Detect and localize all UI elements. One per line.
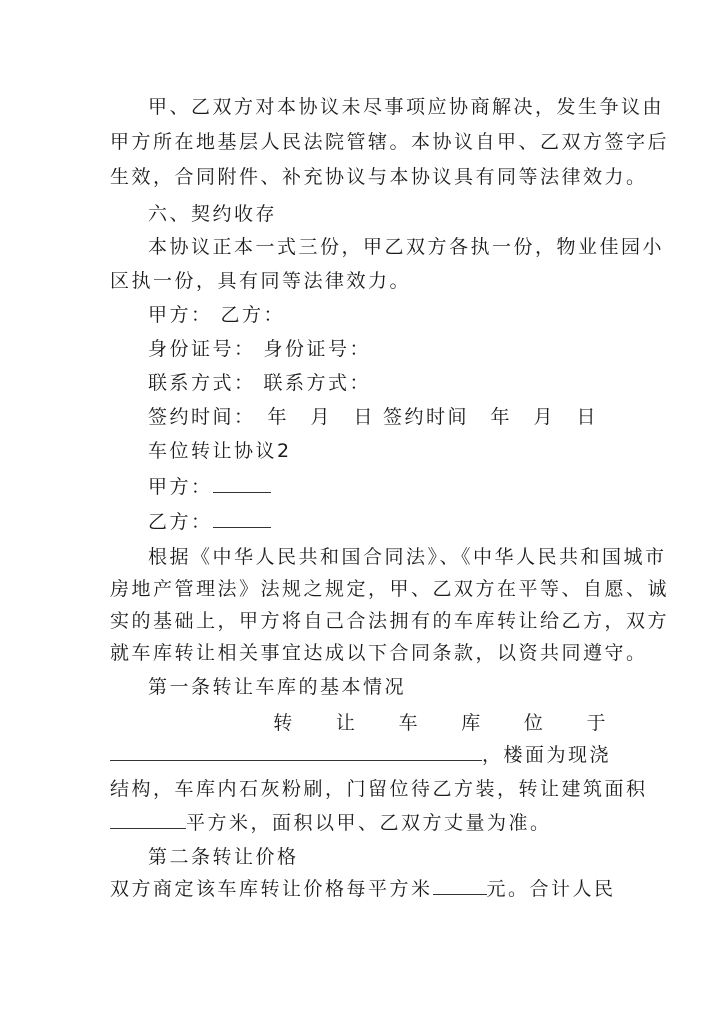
- paragraph-fragment: 元。合计人民: [486, 878, 616, 900]
- article-heading: 第二条转让价格: [148, 846, 299, 868]
- party-a-blank: [213, 472, 271, 493]
- location-blank: [110, 740, 482, 761]
- paragraph-line: 本协议正本一式三份，甲乙双方各执一份，物业佳园小: [148, 236, 665, 258]
- contact-row: [148, 366, 648, 400]
- paragraph-line: 实的基础上，甲方将自己合法拥有的车库转让给乙方，双方: [110, 610, 670, 632]
- section-heading: 六、契约收存: [148, 203, 278, 225]
- paragraph-line: 结构，车库内石灰粉刷，门留位待乙方装，转让建筑面积: [110, 778, 648, 800]
- agreement-title: 车位转让协议2: [148, 440, 292, 462]
- price-row: [110, 872, 616, 906]
- signature-parties-row: [148, 298, 648, 332]
- paragraph-line: 就车库转让相关事宜达成以下合同条款，以资共同遵守。: [110, 642, 648, 664]
- party-b-blank: [213, 507, 271, 528]
- article-heading: 第一条转让车库的基本情况: [148, 676, 407, 698]
- party-b-row: [148, 505, 648, 539]
- area-blank: [110, 808, 186, 829]
- price-blank: [433, 874, 487, 895]
- party-a-sign-label: 甲方：: [148, 304, 213, 326]
- party-a-label: 甲方：: [148, 476, 213, 498]
- id-number-row: [148, 332, 648, 366]
- party-a-row: [148, 470, 648, 504]
- paragraph-line: 房地产管理法》法规之规定，甲、乙双方在平等、自愿、诚: [110, 578, 670, 600]
- party-b-contact-label: 联系方式：: [263, 372, 372, 394]
- paragraph-fragment: 平方米，面积以甲、乙双方丈量为准。: [186, 812, 552, 834]
- paragraph-line: 根据《中华人民共和国合同法》、《中华人民共和国城市: [148, 546, 667, 568]
- justified-line: [148, 706, 608, 740]
- paragraph-line: 区执一份，具有同等法律效力。: [110, 270, 412, 292]
- area-row: [110, 806, 610, 840]
- party-b-date-label: 签约时间 年 月 日: [383, 406, 599, 428]
- party-b-sign-label: 乙方：: [220, 304, 286, 326]
- spread-char: 转: [273, 712, 295, 734]
- paragraph-line: 甲方所在地基层人民法院管辖。本协议自甲、乙双方签字后: [110, 131, 670, 153]
- paragraph-line: 甲、乙双方对本协议未尽事项应协商解决，发生争议由: [148, 96, 665, 118]
- paragraph-line: 生效，合同附件、补充协议与本协议具有同等法律效力。: [110, 166, 648, 188]
- party-a-contact-label: 联系方式：: [148, 372, 256, 394]
- spread-char: 车: [398, 712, 421, 734]
- party-b-label: 乙方：: [148, 511, 213, 533]
- spread-char: 于: [586, 712, 608, 734]
- paragraph-fragment: ，楼面为现浇: [482, 744, 612, 766]
- paragraph-fragment: 双方商定该车库转让价格每平方米: [110, 878, 433, 900]
- spread-char: 库: [461, 712, 483, 734]
- location-row: [110, 738, 610, 772]
- spread-char: 位: [523, 712, 546, 734]
- party-a-date-label: 签约时间： 年 月 日: [148, 406, 376, 428]
- signing-date-row: [148, 400, 648, 434]
- spread-char: 让: [335, 712, 358, 734]
- party-b-id-label: 身份证号：: [263, 338, 372, 360]
- party-a-id-label: 身份证号：: [148, 338, 256, 360]
